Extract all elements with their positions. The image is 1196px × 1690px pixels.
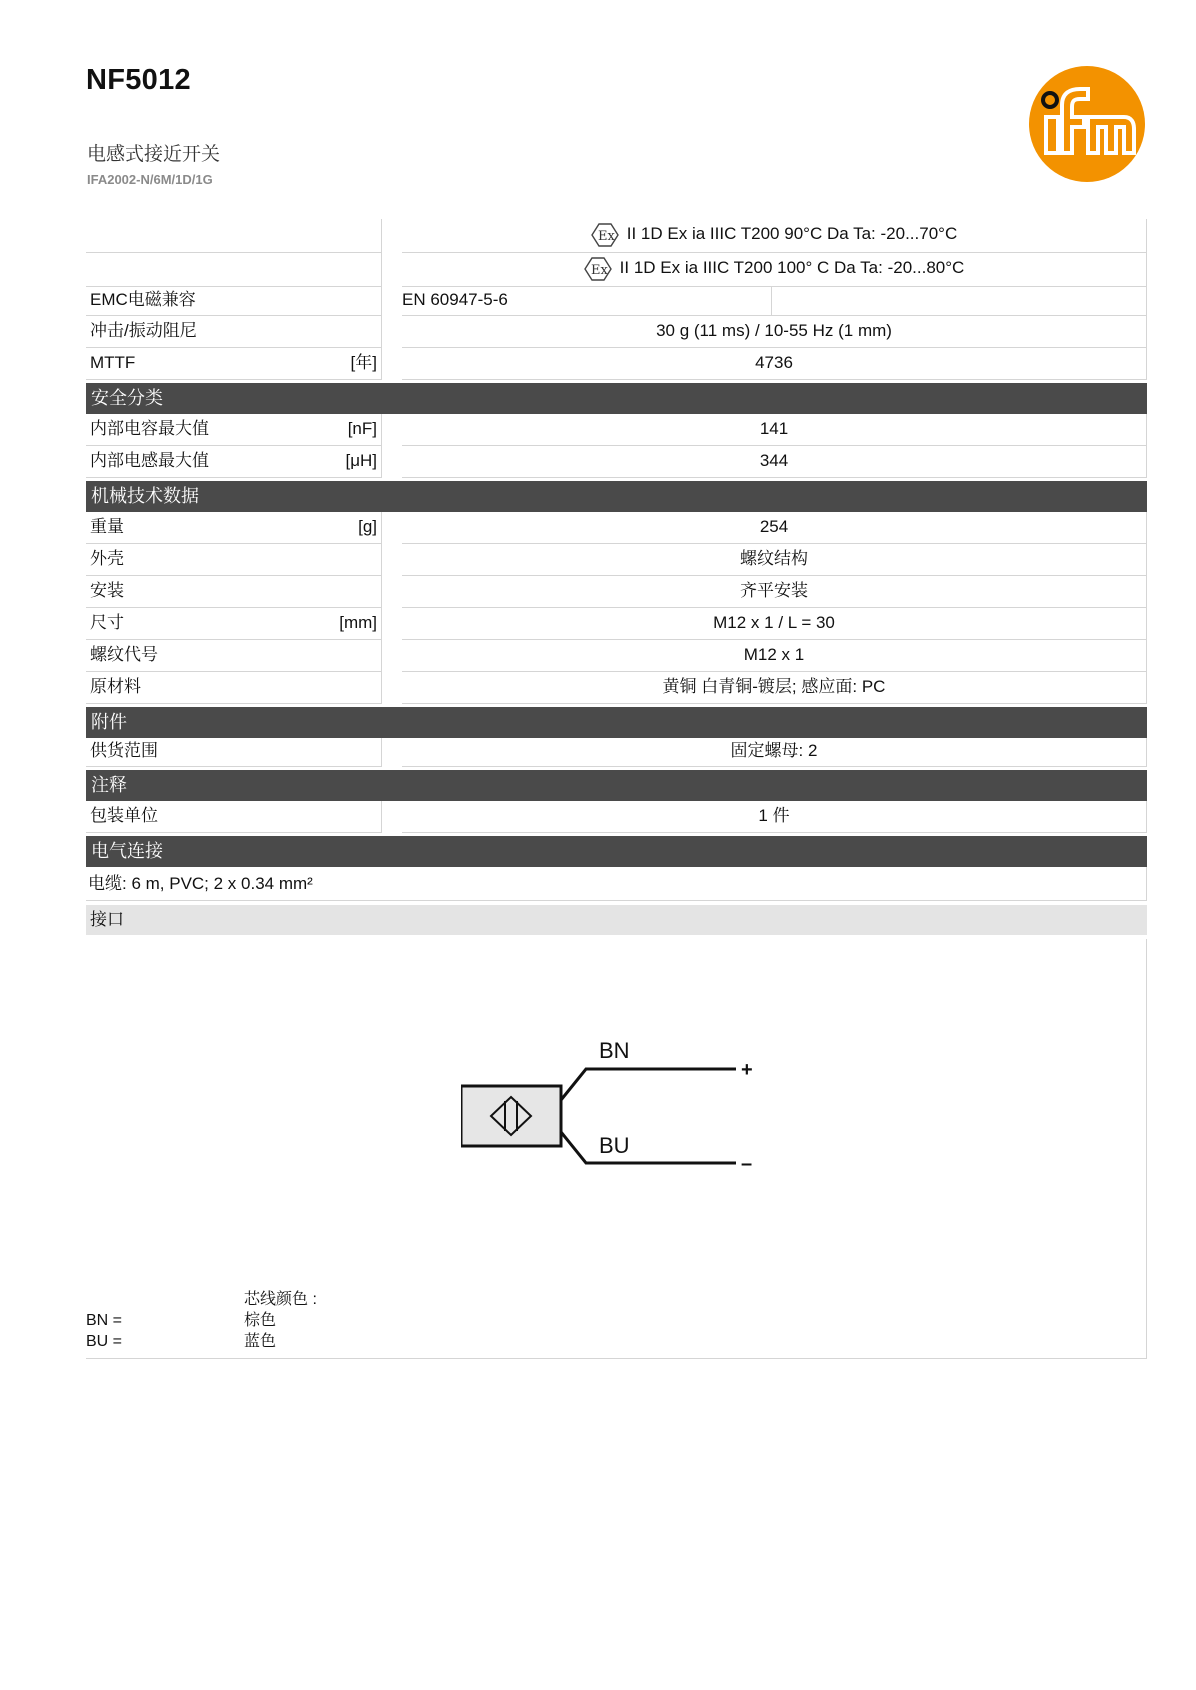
wiring-diagram-box <box>86 939 1147 1359</box>
ifm-logo <box>1028 65 1146 183</box>
row-label: 供货范围 <box>86 738 382 767</box>
row-value <box>402 287 1147 316</box>
row-value: 黄铜 白青铜-镀层; 感应面: PC <box>402 672 1147 704</box>
product-type: 电感式接近开关 <box>87 144 221 165</box>
legend-color: 蓝色 <box>244 1333 277 1350</box>
spec-row <box>86 608 1147 640</box>
row-value: 254 <box>402 512 1147 544</box>
article-code: IFA2002-N/6M/1D/1G <box>87 172 213 187</box>
row-label <box>86 219 382 253</box>
legend-code: BN = <box>86 1312 123 1329</box>
row-unit: [g] <box>358 517 377 536</box>
sensor-body <box>461 1086 561 1146</box>
row-label: 螺纹代号 <box>86 640 382 672</box>
spec-row <box>86 801 1147 833</box>
section-header-safety: 安全分类 <box>86 383 1147 414</box>
wire-label-bn: BN <box>599 1038 630 1063</box>
row-label: 原材料 <box>86 672 382 704</box>
row-unit: [μH] <box>345 451 377 470</box>
spec-row <box>86 512 1147 544</box>
row-label: 重量 [g] <box>86 512 382 544</box>
legend-color: 棕色 <box>244 1312 277 1329</box>
wire-bn <box>561 1069 736 1100</box>
section-header-electrical: 电气连接 <box>86 836 1147 867</box>
wiring-diagram <box>461 1029 821 1189</box>
spec-row <box>86 738 1147 767</box>
row-unit: [nF] <box>347 419 377 438</box>
legend-heading: 芯线颜色 : <box>244 1291 317 1308</box>
row-label: 安装 <box>86 576 382 608</box>
row-label: 尺寸 [mm] <box>86 608 382 640</box>
row-value: M12 x 1 / L = 30 <box>402 608 1147 640</box>
row-value: M12 x 1 <box>402 640 1147 672</box>
shock-row <box>86 316 1147 348</box>
ex-mark-icon <box>591 223 619 247</box>
row-value: 141 <box>402 414 1147 446</box>
spec-row <box>86 446 1147 478</box>
row-label: 包装单位 <box>86 801 382 833</box>
spec-row <box>86 544 1147 576</box>
svg-text:Ex: Ex <box>597 228 615 244</box>
row-value: 固定螺母: 2 <box>402 738 1147 767</box>
row-label: 内部电容最大值 [nF] <box>86 414 382 446</box>
emc-value: EN 60947-5-6 <box>402 287 772 315</box>
row-unit: [mm] <box>339 613 377 632</box>
svg-text:Ex: Ex <box>590 262 608 278</box>
section-header-accessories: 附件 <box>86 707 1147 738</box>
row-unit: [年] <box>350 353 377 372</box>
wire-label-bu: BU <box>599 1133 630 1158</box>
ex-mark-icon <box>584 257 612 281</box>
cable-spec: 电缆: 6 m, PVC; 2 x 0.34 mm² <box>86 867 1147 901</box>
section-header-mechanical: 机械技术数据 <box>86 481 1147 512</box>
legend-code: BU = <box>86 1333 123 1350</box>
row-value: 1 件 <box>402 801 1147 833</box>
spec-row <box>86 640 1147 672</box>
row-label: MTTF [年] <box>86 348 382 380</box>
row-label <box>86 253 382 287</box>
row-value: Ex II 1D Ex ia IIIC T200 100° C Da Ta: -20...80°C <box>402 253 1147 287</box>
spec-table <box>86 219 1147 1359</box>
row-label: 内部电感最大值 [μH] <box>86 446 382 478</box>
pole-minus: – <box>741 1153 753 1175</box>
row-value: 齐平安装 <box>402 576 1147 608</box>
row-value: 螺纹结构 <box>402 544 1147 576</box>
ex-row-1 <box>86 219 1147 253</box>
spec-row <box>86 576 1147 608</box>
wire-bu <box>561 1132 736 1163</box>
row-value: 4736 <box>402 348 1147 380</box>
pole-plus: + <box>741 1059 753 1081</box>
row-value: Ex II 1D Ex ia IIIC T200 90°C Da Ta: -20...70°C <box>402 219 1147 253</box>
row-label: 冲击/振动阻尼 <box>86 316 382 348</box>
section-header-notes: 注释 <box>86 770 1147 801</box>
row-value: 30 g (11 ms) / 10-55 Hz (1 mm) <box>402 316 1147 348</box>
interface-header: 接口 <box>86 905 1147 935</box>
spec-row <box>86 414 1147 446</box>
product-code: NF5012 <box>86 64 191 96</box>
ex-row-2 <box>86 253 1147 287</box>
row-label: EMC电磁兼容 <box>86 287 382 316</box>
row-value: 344 <box>402 446 1147 478</box>
emc-row <box>86 287 1147 316</box>
mttf-row <box>86 348 1147 380</box>
spec-row <box>86 672 1147 704</box>
row-label: 外壳 <box>86 544 382 576</box>
